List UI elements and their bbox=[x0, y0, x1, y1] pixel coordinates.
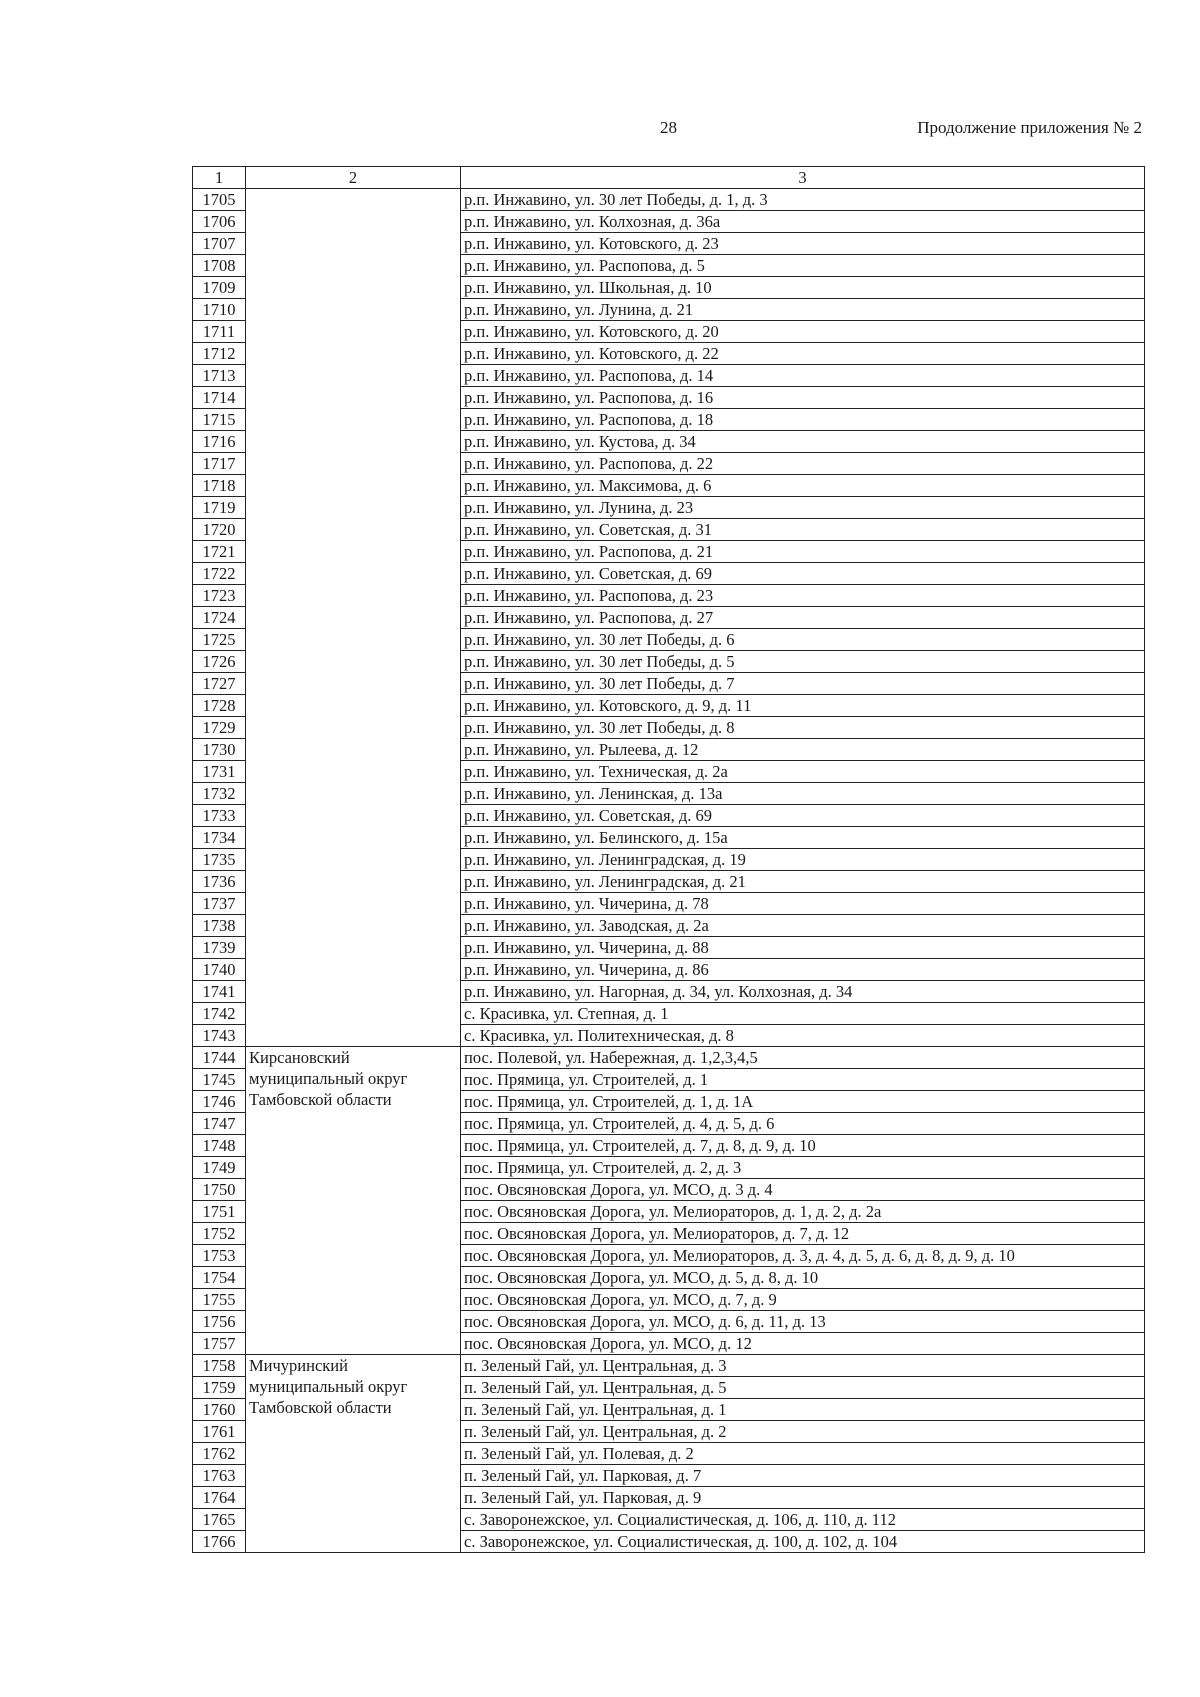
row-number: 1760 bbox=[193, 1399, 246, 1421]
address-cell: пос. Овсяновская Дорога, ул. МСО, д. 3 д. 4 bbox=[461, 1179, 1145, 1201]
row-number: 1705 bbox=[193, 189, 246, 211]
address-cell: пос. Прямица, ул. Строителей, д. 4, д. 5, д. 6 bbox=[461, 1113, 1145, 1135]
address-cell: р.п. Инжавино, ул. Колхозная, д. 36а bbox=[461, 211, 1145, 233]
address-cell: п. Зеленый Гай, ул. Полевая, д. 2 bbox=[461, 1443, 1145, 1465]
address-cell: пос. Прямица, ул. Строителей, д. 2, д. 3 bbox=[461, 1157, 1145, 1179]
address-cell: р.п. Инжавино, ул. Котовского, д. 23 bbox=[461, 233, 1145, 255]
row-number: 1726 bbox=[193, 651, 246, 673]
row-number: 1758 bbox=[193, 1355, 246, 1377]
row-number: 1765 bbox=[193, 1509, 246, 1531]
row-number: 1743 bbox=[193, 1025, 246, 1047]
row-number: 1734 bbox=[193, 827, 246, 849]
appendix-continuation-note: Продолжение приложения № 2 bbox=[917, 118, 1142, 137]
address-cell: р.п. Инжавино, ул. Распопова, д. 23 bbox=[461, 585, 1145, 607]
row-number: 1711 bbox=[193, 321, 246, 343]
address-cell: р.п. Инжавино, ул. Котовского, д. 9, д. 11 bbox=[461, 695, 1145, 717]
row-number: 1727 bbox=[193, 673, 246, 695]
address-cell: пос. Прямица, ул. Строителей, д. 1 bbox=[461, 1069, 1145, 1091]
address-cell: р.п. Инжавино, ул. Распопова, д. 27 bbox=[461, 607, 1145, 629]
row-number: 1719 bbox=[193, 497, 246, 519]
row-number: 1762 bbox=[193, 1443, 246, 1465]
address-cell: с. Красивка, ул. Степная, д. 1 bbox=[461, 1003, 1145, 1025]
row-number: 1745 bbox=[193, 1069, 246, 1091]
row-number: 1717 bbox=[193, 453, 246, 475]
row-number: 1735 bbox=[193, 849, 246, 871]
row-number: 1728 bbox=[193, 695, 246, 717]
address-cell: р.п. Инжавино, ул. Распопова, д. 5 bbox=[461, 255, 1145, 277]
address-cell: п. Зеленый Гай, ул. Центральная, д. 1 bbox=[461, 1399, 1145, 1421]
row-number: 1710 bbox=[193, 299, 246, 321]
row-number: 1756 bbox=[193, 1311, 246, 1333]
row-number: 1709 bbox=[193, 277, 246, 299]
row-number: 1751 bbox=[193, 1201, 246, 1223]
address-cell: п. Зеленый Гай, ул. Центральная, д. 2 bbox=[461, 1421, 1145, 1443]
district-cell bbox=[246, 189, 461, 1047]
address-cell: п. Зеленый Гай, ул. Парковая, д. 7 bbox=[461, 1465, 1145, 1487]
row-number: 1740 bbox=[193, 959, 246, 981]
address-table bbox=[192, 166, 1145, 1553]
address-cell: р.п. Инжавино, ул. 30 лет Победы, д. 7 bbox=[461, 673, 1145, 695]
row-number: 1761 bbox=[193, 1421, 246, 1443]
address-cell: р.п. Инжавино, ул. Лунина, д. 23 bbox=[461, 497, 1145, 519]
row-number: 1714 bbox=[193, 387, 246, 409]
address-cell: р.п. Инжавино, ул. Котовского, д. 22 bbox=[461, 343, 1145, 365]
table-body bbox=[193, 189, 1145, 1553]
row-number: 1742 bbox=[193, 1003, 246, 1025]
address-cell: р.п. Инжавино, ул. Ленинская, д. 13а bbox=[461, 783, 1145, 805]
address-cell: р.п. Инжавино, ул. 30 лет Победы, д. 5 bbox=[461, 651, 1145, 673]
address-cell: с. Красивка, ул. Политехническая, д. 8 bbox=[461, 1025, 1145, 1047]
address-cell: пос. Прямица, ул. Строителей, д. 1, д. 1А bbox=[461, 1091, 1145, 1113]
address-cell: р.п. Инжавино, ул. Распопова, д. 14 bbox=[461, 365, 1145, 387]
address-cell: пос. Овсяновская Дорога, ул. МСО, д. 12 bbox=[461, 1333, 1145, 1355]
address-cell: р.п. Инжавино, ул. Советская, д. 69 bbox=[461, 805, 1145, 827]
address-cell: пос. Прямица, ул. Строителей, д. 7, д. 8, д. 9, д. 10 bbox=[461, 1135, 1145, 1157]
row-number: 1749 bbox=[193, 1157, 246, 1179]
row-number: 1730 bbox=[193, 739, 246, 761]
row-number: 1764 bbox=[193, 1487, 246, 1509]
district-cell: Мичуринский муниципальный округ Тамбовской области bbox=[246, 1355, 461, 1553]
row-number: 1744 bbox=[193, 1047, 246, 1069]
address-cell: р.п. Инжавино, ул. 30 лет Победы, д. 6 bbox=[461, 629, 1145, 651]
row-number: 1713 bbox=[193, 365, 246, 387]
address-cell: р.п. Инжавино, ул. Советская, д. 31 bbox=[461, 519, 1145, 541]
address-cell: пос. Овсяновская Дорога, ул. МСО, д. 5, д. 8, д. 10 bbox=[461, 1267, 1145, 1289]
address-cell: пос. Полевой, ул. Набережная, д. 1,2,3,4,5 bbox=[461, 1047, 1145, 1069]
row-number: 1712 bbox=[193, 343, 246, 365]
address-cell: р.п. Инжавино, ул. Советская, д. 69 bbox=[461, 563, 1145, 585]
row-number: 1753 bbox=[193, 1245, 246, 1267]
row-number: 1731 bbox=[193, 761, 246, 783]
row-number: 1741 bbox=[193, 981, 246, 1003]
row-number: 1757 bbox=[193, 1333, 246, 1355]
row-number: 1759 bbox=[193, 1377, 246, 1399]
address-cell: п. Зеленый Гай, ул. Парковая, д. 9 bbox=[461, 1487, 1145, 1509]
column-header-2: 2 bbox=[246, 167, 461, 189]
address-cell: пос. Овсяновская Дорога, ул. МСО, д. 7, д. 9 bbox=[461, 1289, 1145, 1311]
address-cell: р.п. Инжавино, ул. Чичерина, д. 78 bbox=[461, 893, 1145, 915]
row-number: 1766 bbox=[193, 1531, 246, 1553]
district-cell: Кирсановский муниципальный округ Тамбовской области bbox=[246, 1047, 461, 1355]
address-cell: р.п. Инжавино, ул. Распопова, д. 21 bbox=[461, 541, 1145, 563]
table-row bbox=[193, 1355, 1145, 1377]
table-row bbox=[193, 1047, 1145, 1069]
row-number: 1723 bbox=[193, 585, 246, 607]
address-cell: р.п. Инжавино, ул. Чичерина, д. 88 bbox=[461, 937, 1145, 959]
row-number: 1715 bbox=[193, 409, 246, 431]
address-cell: р.п. Инжавино, ул. Лунина, д. 21 bbox=[461, 299, 1145, 321]
address-cell: р.п. Инжавино, ул. Техническая, д. 2а bbox=[461, 761, 1145, 783]
row-number: 1722 bbox=[193, 563, 246, 585]
address-cell: с. Заворонежское, ул. Социалистическая, д. 106, д. 110, д. 112 bbox=[461, 1509, 1145, 1531]
address-cell: пос. Овсяновская Дорога, ул. Мелиораторов, д. 1, д. 2, д. 2а bbox=[461, 1201, 1145, 1223]
table-row bbox=[193, 189, 1145, 211]
row-number: 1736 bbox=[193, 871, 246, 893]
column-header-1: 1 bbox=[193, 167, 246, 189]
address-cell: р.п. Инжавино, ул. 30 лет Победы, д. 1, д. 3 bbox=[461, 189, 1145, 211]
address-cell: р.п. Инжавино, ул. Распопова, д. 16 bbox=[461, 387, 1145, 409]
address-cell: р.п. Инжавино, ул. Чичерина, д. 86 bbox=[461, 959, 1145, 981]
row-number: 1733 bbox=[193, 805, 246, 827]
row-number: 1706 bbox=[193, 211, 246, 233]
address-cell: п. Зеленый Гай, ул. Центральная, д. 5 bbox=[461, 1377, 1145, 1399]
address-cell: р.п. Инжавино, ул. Распопова, д. 18 bbox=[461, 409, 1145, 431]
address-cell: пос. Овсяновская Дорога, ул. Мелиораторов, д. 7, д. 12 bbox=[461, 1223, 1145, 1245]
address-cell: пос. Овсяновская Дорога, ул. Мелиораторов, д. 3, д. 4, д. 5, д. 6, д. 8, д. 9, д. 10 bbox=[461, 1245, 1145, 1267]
row-number: 1739 bbox=[193, 937, 246, 959]
row-number: 1746 bbox=[193, 1091, 246, 1113]
address-cell: с. Заворонежское, ул. Социалистическая, д. 100, д. 102, д. 104 bbox=[461, 1531, 1145, 1553]
row-number: 1724 bbox=[193, 607, 246, 629]
column-header-3: 3 bbox=[461, 167, 1145, 189]
row-number: 1732 bbox=[193, 783, 246, 805]
address-cell: р.п. Инжавино, ул. Ленинградская, д. 19 bbox=[461, 849, 1145, 871]
address-cell: р.п. Инжавино, ул. Школьная, д. 10 bbox=[461, 277, 1145, 299]
row-number: 1752 bbox=[193, 1223, 246, 1245]
row-number: 1750 bbox=[193, 1179, 246, 1201]
table-header-row bbox=[193, 167, 1145, 189]
row-number: 1721 bbox=[193, 541, 246, 563]
row-number: 1763 bbox=[193, 1465, 246, 1487]
address-cell: р.п. Инжавино, ул. Распопова, д. 22 bbox=[461, 453, 1145, 475]
address-cell: п. Зеленый Гай, ул. Центральная, д. 3 bbox=[461, 1355, 1145, 1377]
row-number: 1755 bbox=[193, 1289, 246, 1311]
address-cell: р.п. Инжавино, ул. Нагорная, д. 34, ул. Колхозная, д. 34 bbox=[461, 981, 1145, 1003]
address-cell: р.п. Инжавино, ул. Рылеева, д. 12 bbox=[461, 739, 1145, 761]
row-number: 1725 bbox=[193, 629, 246, 651]
row-number: 1738 bbox=[193, 915, 246, 937]
row-number: 1737 bbox=[193, 893, 246, 915]
row-number: 1720 bbox=[193, 519, 246, 541]
row-number: 1716 bbox=[193, 431, 246, 453]
address-cell: р.п. Инжавино, ул. Белинского, д. 15а bbox=[461, 827, 1145, 849]
address-cell: р.п. Инжавино, ул. Кустова, д. 34 bbox=[461, 431, 1145, 453]
row-number: 1748 bbox=[193, 1135, 246, 1157]
address-cell: р.п. Инжавино, ул. Максимова, д. 6 bbox=[461, 475, 1145, 497]
row-number: 1707 bbox=[193, 233, 246, 255]
address-cell: р.п. Инжавино, ул. 30 лет Победы, д. 8 bbox=[461, 717, 1145, 739]
address-cell: р.п. Инжавино, ул. Ленинградская, д. 21 bbox=[461, 871, 1145, 893]
row-number: 1718 bbox=[193, 475, 246, 497]
address-cell: р.п. Инжавино, ул. Заводская, д. 2а bbox=[461, 915, 1145, 937]
row-number: 1708 bbox=[193, 255, 246, 277]
row-number: 1747 bbox=[193, 1113, 246, 1135]
address-cell: пос. Овсяновская Дорога, ул. МСО, д. 6, д. 11, д. 13 bbox=[461, 1311, 1145, 1333]
row-number: 1729 bbox=[193, 717, 246, 739]
address-cell: р.п. Инжавино, ул. Котовского, д. 20 bbox=[461, 321, 1145, 343]
page-number: 28 bbox=[660, 118, 677, 137]
row-number: 1754 bbox=[193, 1267, 246, 1289]
